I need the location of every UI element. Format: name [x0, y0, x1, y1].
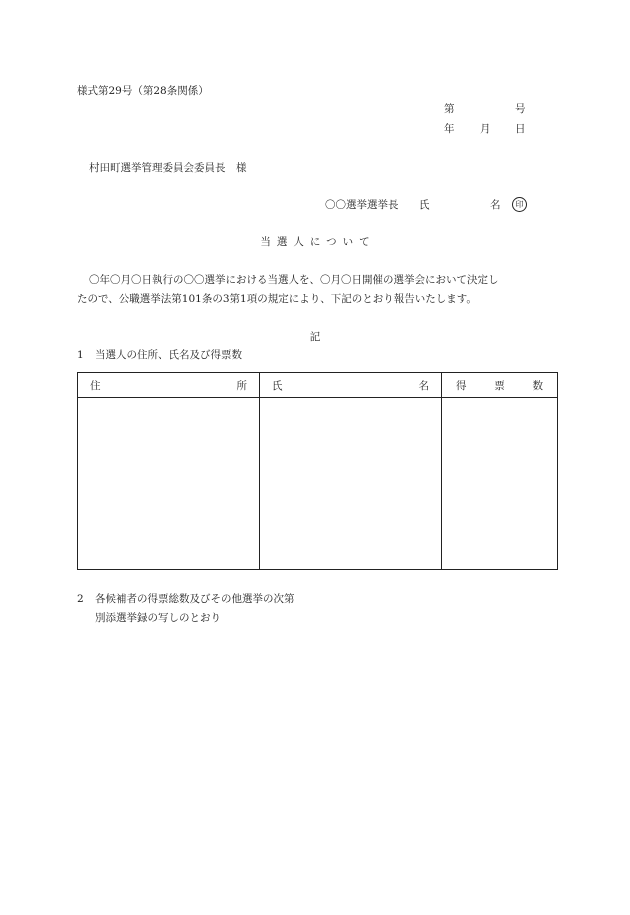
elected-persons-table — [77, 372, 558, 570]
date-month-label: 月 — [480, 123, 491, 135]
item-2-note: 別添選挙録の写しのとおり — [95, 612, 221, 624]
votes-cell — [442, 398, 558, 570]
sender-title: 〇〇選挙選挙長 — [325, 199, 399, 211]
header-name-char-1: 氏 — [272, 379, 283, 392]
item-1-text: 当選人の住所、氏名及び得票数 — [95, 349, 242, 361]
date-year-label: 年 — [444, 123, 455, 135]
ki-heading: 記 — [309, 331, 321, 343]
item-2 — [77, 594, 295, 605]
sender-name-label-1: 氏 — [419, 199, 430, 211]
name-cell — [260, 398, 442, 570]
header-name-char-2: 名 — [418, 379, 429, 392]
header-votes-char-3: 数 — [532, 379, 543, 392]
sender-name-label-2: 名 — [490, 199, 501, 211]
address-cell — [78, 398, 260, 570]
body-text-line-2: たので、公職選挙法第101条の3第1項の規定により、下記のとおり報告いたします。 — [77, 293, 477, 305]
header-votes — [442, 373, 558, 398]
header-votes-char-2: 票 — [494, 379, 505, 392]
addressee: 村田町選挙管理委員会委員長 様 — [89, 162, 247, 174]
document-number-suffix: 号 — [515, 103, 526, 115]
item-1-number: 1 — [77, 349, 84, 361]
header-address — [78, 373, 260, 398]
header-name — [260, 373, 442, 398]
form-number: 様式第29号（第28条関係） — [77, 85, 209, 97]
header-address-char-2: 所 — [236, 379, 247, 392]
header-votes-char-1: 得 — [456, 379, 467, 392]
item-2-text: 各候補者の得票総数及びその他選挙の次第 — [95, 593, 295, 605]
seal-mark: 印 — [512, 197, 527, 212]
document-title: 当選人について — [260, 236, 376, 248]
item-1 — [77, 350, 242, 361]
header-address-char-1: 住 — [90, 379, 101, 392]
item-2-number: 2 — [77, 593, 84, 605]
document-number-prefix: 第 — [444, 103, 455, 115]
date-day-label: 日 — [515, 123, 526, 135]
body-text-line-1: 〇年〇月〇日執行の〇〇選挙における当選人を、〇月〇日開催の選挙会において決定し — [89, 274, 499, 286]
